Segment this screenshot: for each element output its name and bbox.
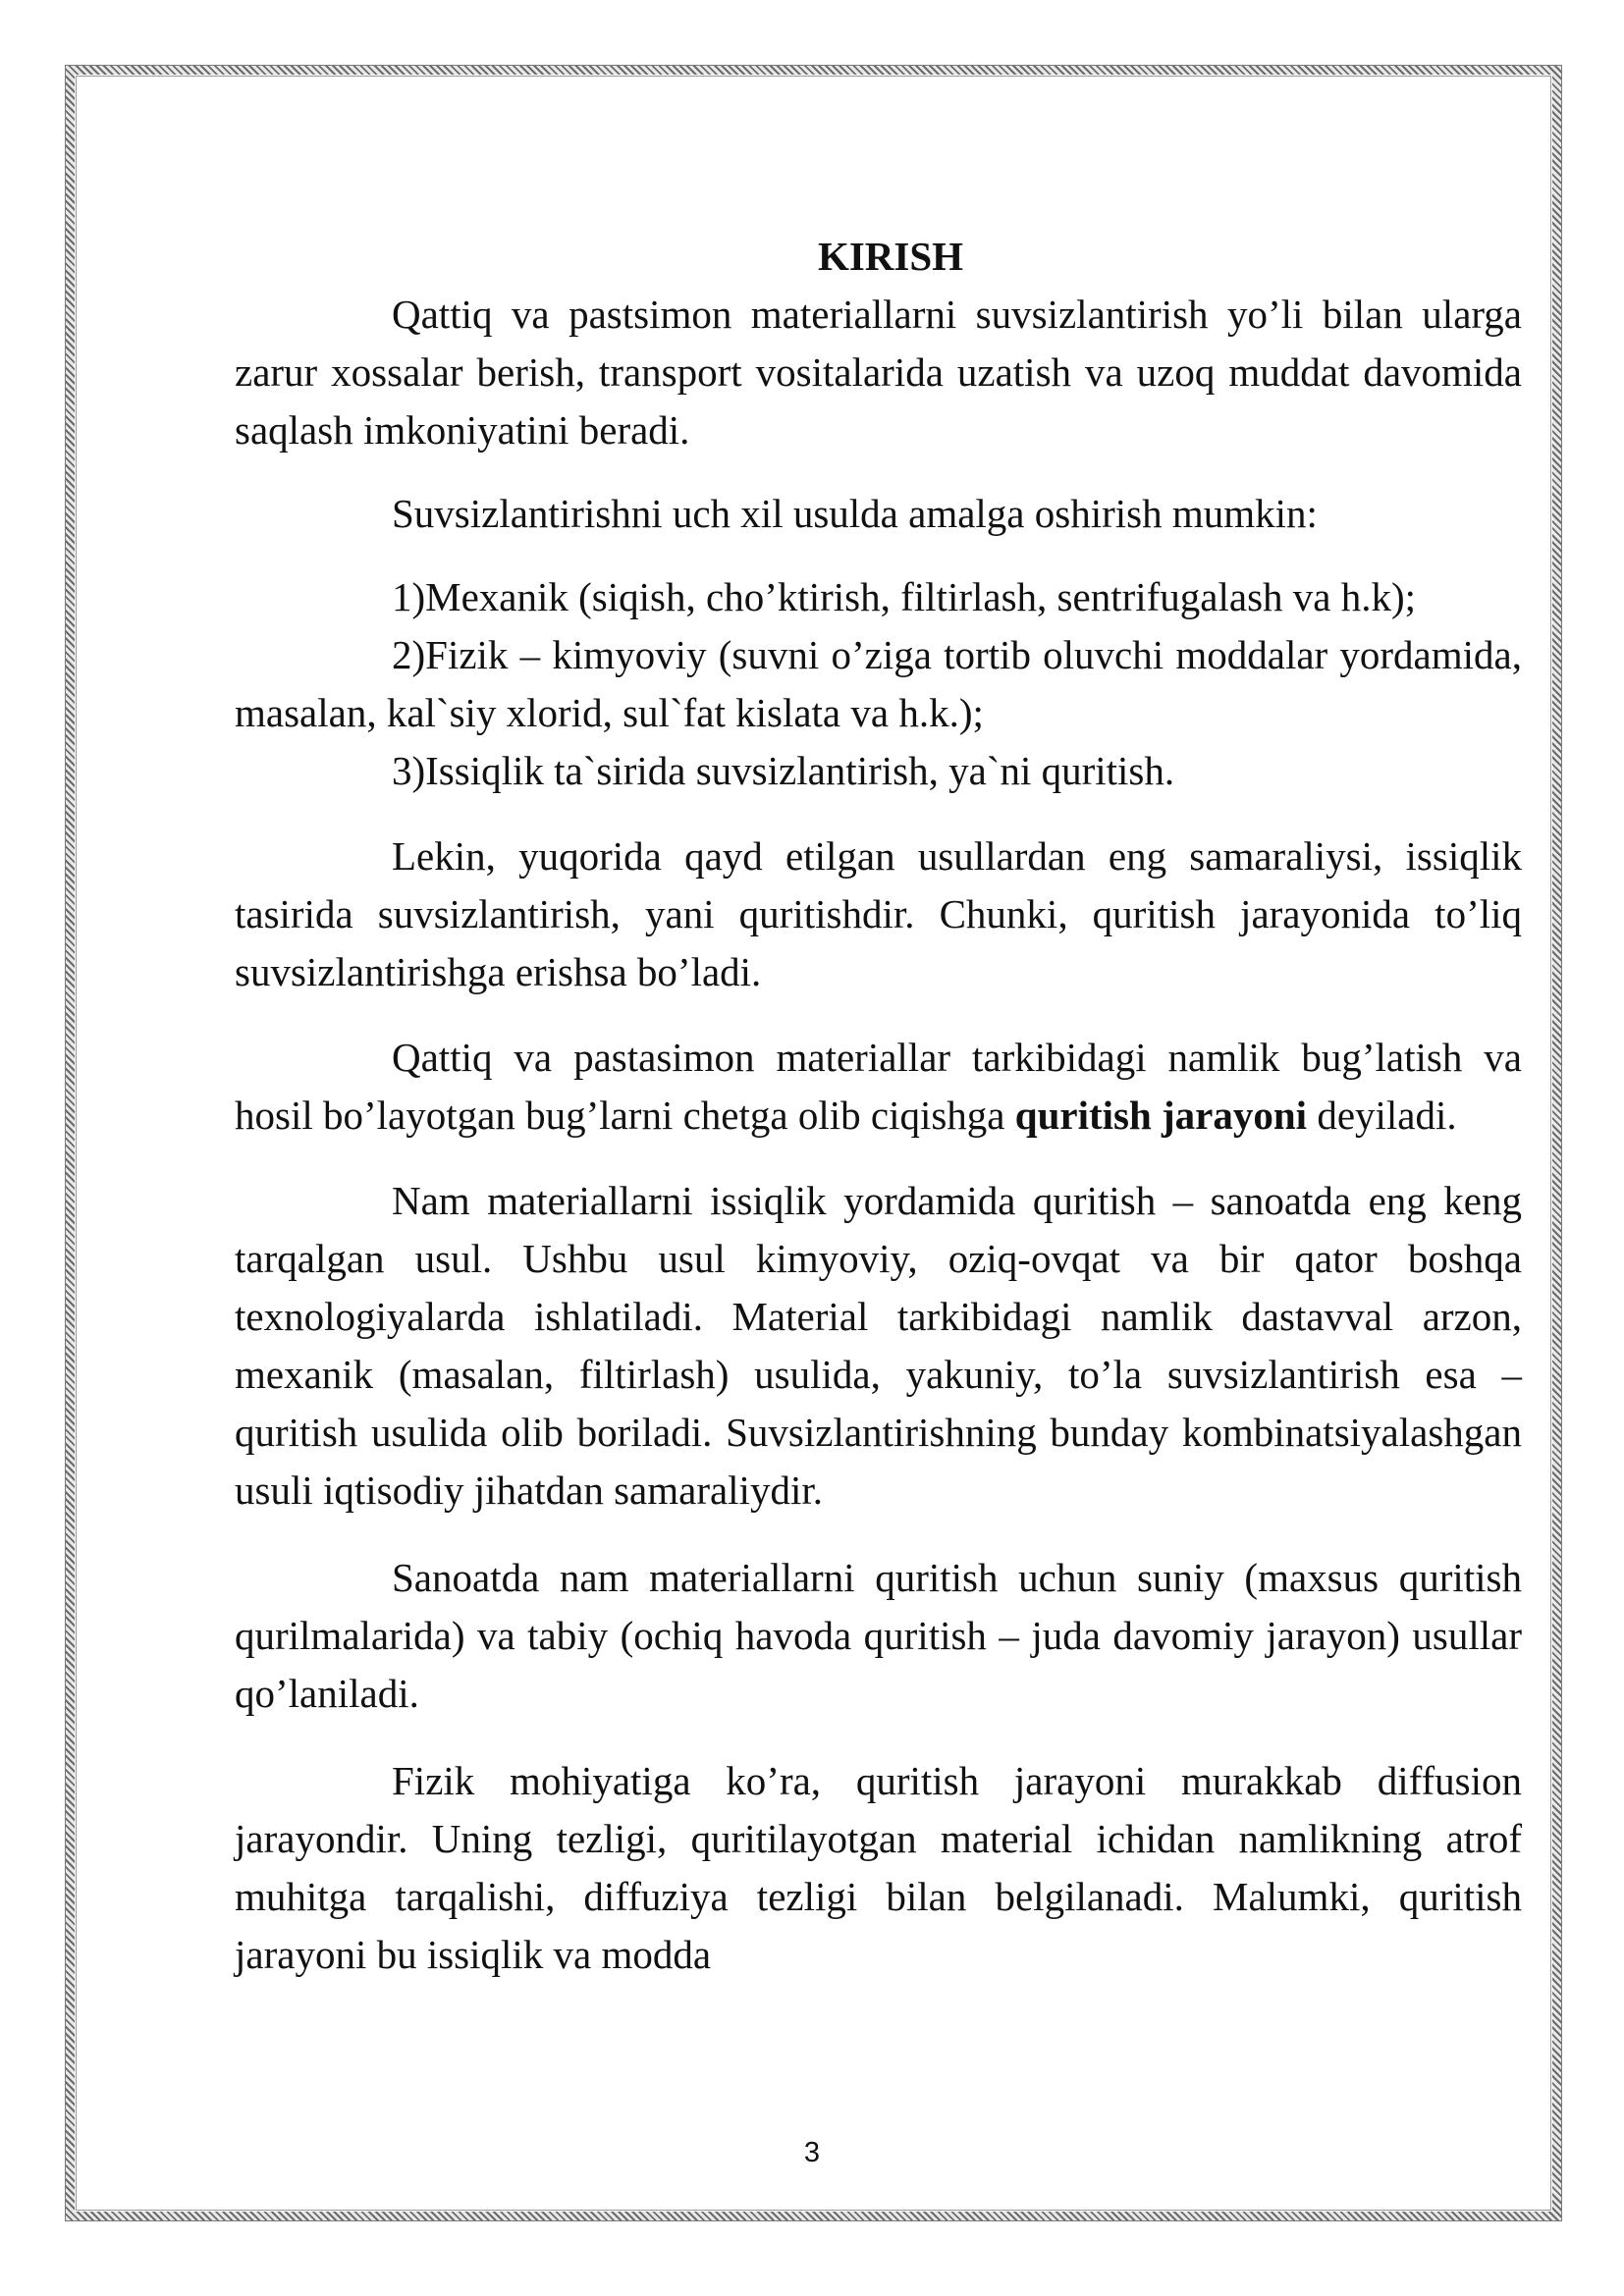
paragraph-industrial-drying: Nam materiallarni issiqlik yordamida quritish – sanoatda eng keng tarqalgan usul. Ushbu usul kimyoviy, oziq-ovqat va bir qator boshqa texnologiyalarda ishlatiladi. Material tarkibidagi namlik dastavval arzon, mexanik (masalan, filtirlash) usulida, yakuniy, to’la suvsizlantirish esa – quritish usulida olib boriladi. Suvsizlantirishning bunday kombinatsiyalashgan usuli iqtisodiy jihatdan samaraliydir.	[235, 1178, 1522, 1513]
paragraph-artificial-natural: Sanoatda nam materiallarni quritish uchun suniy (maxsus quritish qurilmalarida) va tabiy (ochiq havoda quritish – juda davomiy jarayon) usullar qo’laniladi.	[235, 1555, 1522, 1716]
page-number: 3	[803, 2137, 821, 2168]
document-body	[235, 228, 1522, 1984]
list-item-thermal: 3)Issiqlik ta`sirida suvsizlantirish, ya`ni quritish.	[392, 748, 1175, 793]
paragraph-definition	[235, 1029, 1522, 1145]
definition-ending: deyiladi.	[1317, 1093, 1457, 1138]
list-item-physicochemical: 2)Fizik – kimyoviy (suvni o’ziga tortib oluvchi moddalar yordamida, masalan, kal`siy xlorid, sul`fat kislata va h.k.);	[235, 632, 1522, 735]
definition-text: Qattiq va pastasimon materiallar tarkibidagi namlik bug’latish va hosil bo’layotgan bug’larni chetga olib ciqishga	[235, 1035, 1522, 1138]
paragraph-most-effective: Lekin, yuqorida qayd etilgan usullardan eng samaraliysi, issiqlik tasirida suvsizlantirish, yani quritishdir. Chunki, quritish jarayonida to’liq suvsizlantirishga erishsa bo’ladi.	[235, 833, 1522, 994]
page-title: KIRISH	[817, 234, 964, 279]
list-item-mechanical: 1)Mexanik (siqish, cho’ktirish, filtirlash, sentrifugalash va h.k);	[392, 574, 1417, 619]
definition-term: quritish jarayoni	[1014, 1093, 1308, 1138]
paragraph-physical-nature: Fizik mohiyatiga ko’ra, quritish jarayoni murakkab diffusion jarayondir. Uning tezligi, quritilayotgan material ichidan namlikning atrof muhitga tarqalishi, diffuziya tezligi bilan belgilanadi. Malumki, quritish jarayoni bu issiqlik va modda	[235, 1758, 1522, 1977]
paragraph-methods-intro: Suvsizlantirishni uch xil usulda amalga oshirish mumkin:	[392, 491, 1318, 536]
paragraph-intro: Qattiq va pastsimon materiallarni suvsizlantirish yo’li bilan ularga zarur xossalar berish, transport vositalarida uzatish va uzoq muddat davomida saqlash imkoniyatini beradi.	[235, 292, 1522, 453]
